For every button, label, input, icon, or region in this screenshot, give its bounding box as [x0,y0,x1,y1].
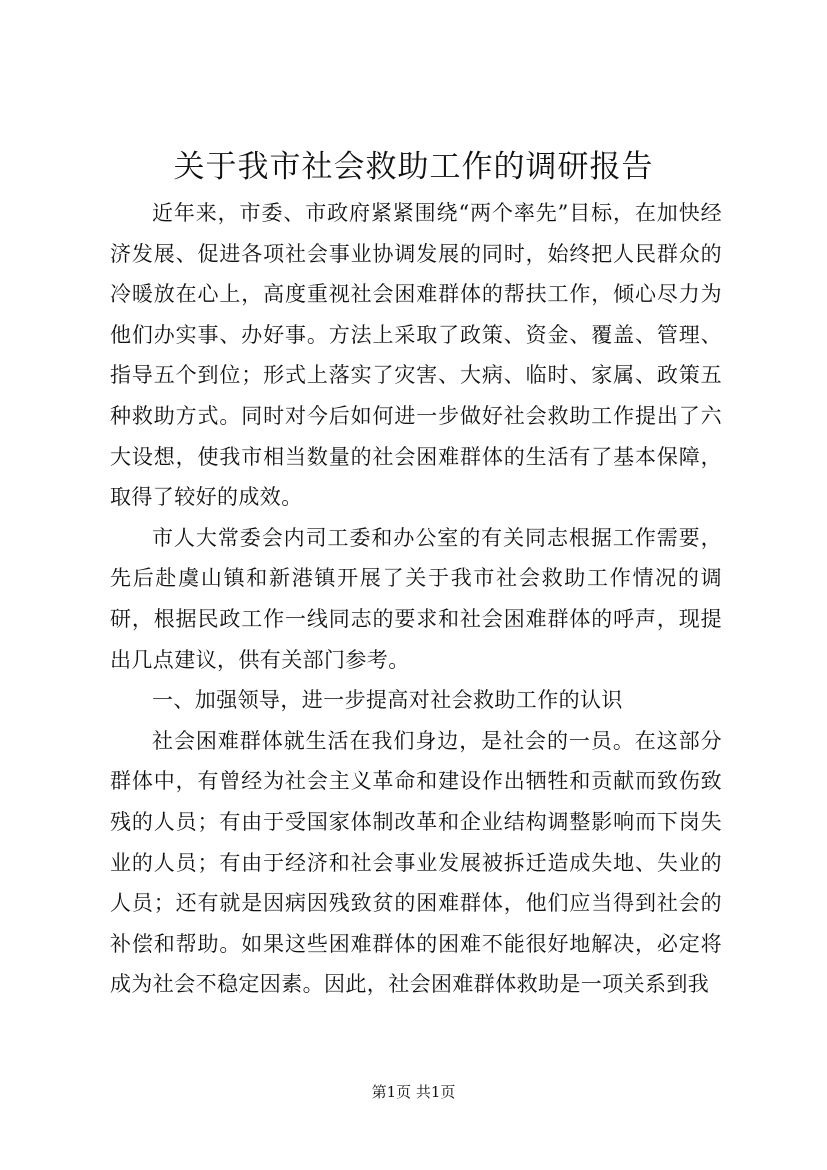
document-title: 关于我市社会救助工作的调研报告 [173,149,654,185]
section-heading-1: 一、加强领导，进一步提高对社会救助工作的认识 [152,688,623,713]
paragraph-research: 市人大常委会内司工委和办公室的有关同志根据工作需要，先后赴虞山镇和新港镇开展了关于我市社会救助工作情况的调研，根据民政工作一线同志的要求和社会困难群体的呼声，现提出几点建议，供有关部门参考。 [110,525,722,672]
paragraph-intro: 近年来，市委、市政府紧紧围绕“两个率先”目标，在加快经济发展、促进各项社会事业协调发展的同时，始终把人民群众的冷暖放在心上，高度重视社会困难群体的帮扶工作，倾心尽力为他们办实事、办好事。方法上采取了政策、资金、覆盖、管理、指导五个到位；形式上落实了灾害、大病、临时、家属、政策五种救助方式。同时对今后如何进一步做好社会救助工作提出了六大设想，使我市相当数量的社会困难群体的生活有了基本保障，取得了较好的成效。 [110,201,722,510]
document-body [110,193,722,1005]
page-footer: 第1页 共1页 [371,1083,456,1101]
paragraph-section-1: 社会困难群体就生活在我们身边，是社会的一员。在这部分群体中，有曾经为社会主义革命和建设作出牺牲和贡献而致伤致残的人员；有由于受国家体制改革和企业结构调整影响而下岗失业的人员；有由于经济和社会事业发展被拆迁造成失地、失业的人员；还有就是因病因残致贫的困难群体，他们应当得到社会的补偿和帮助。如果这些困难群体的困难不能很好地解决，必定将成为社会不稳定因素。因此，社会困难群体救助是一项关系到我 [110,728,722,997]
